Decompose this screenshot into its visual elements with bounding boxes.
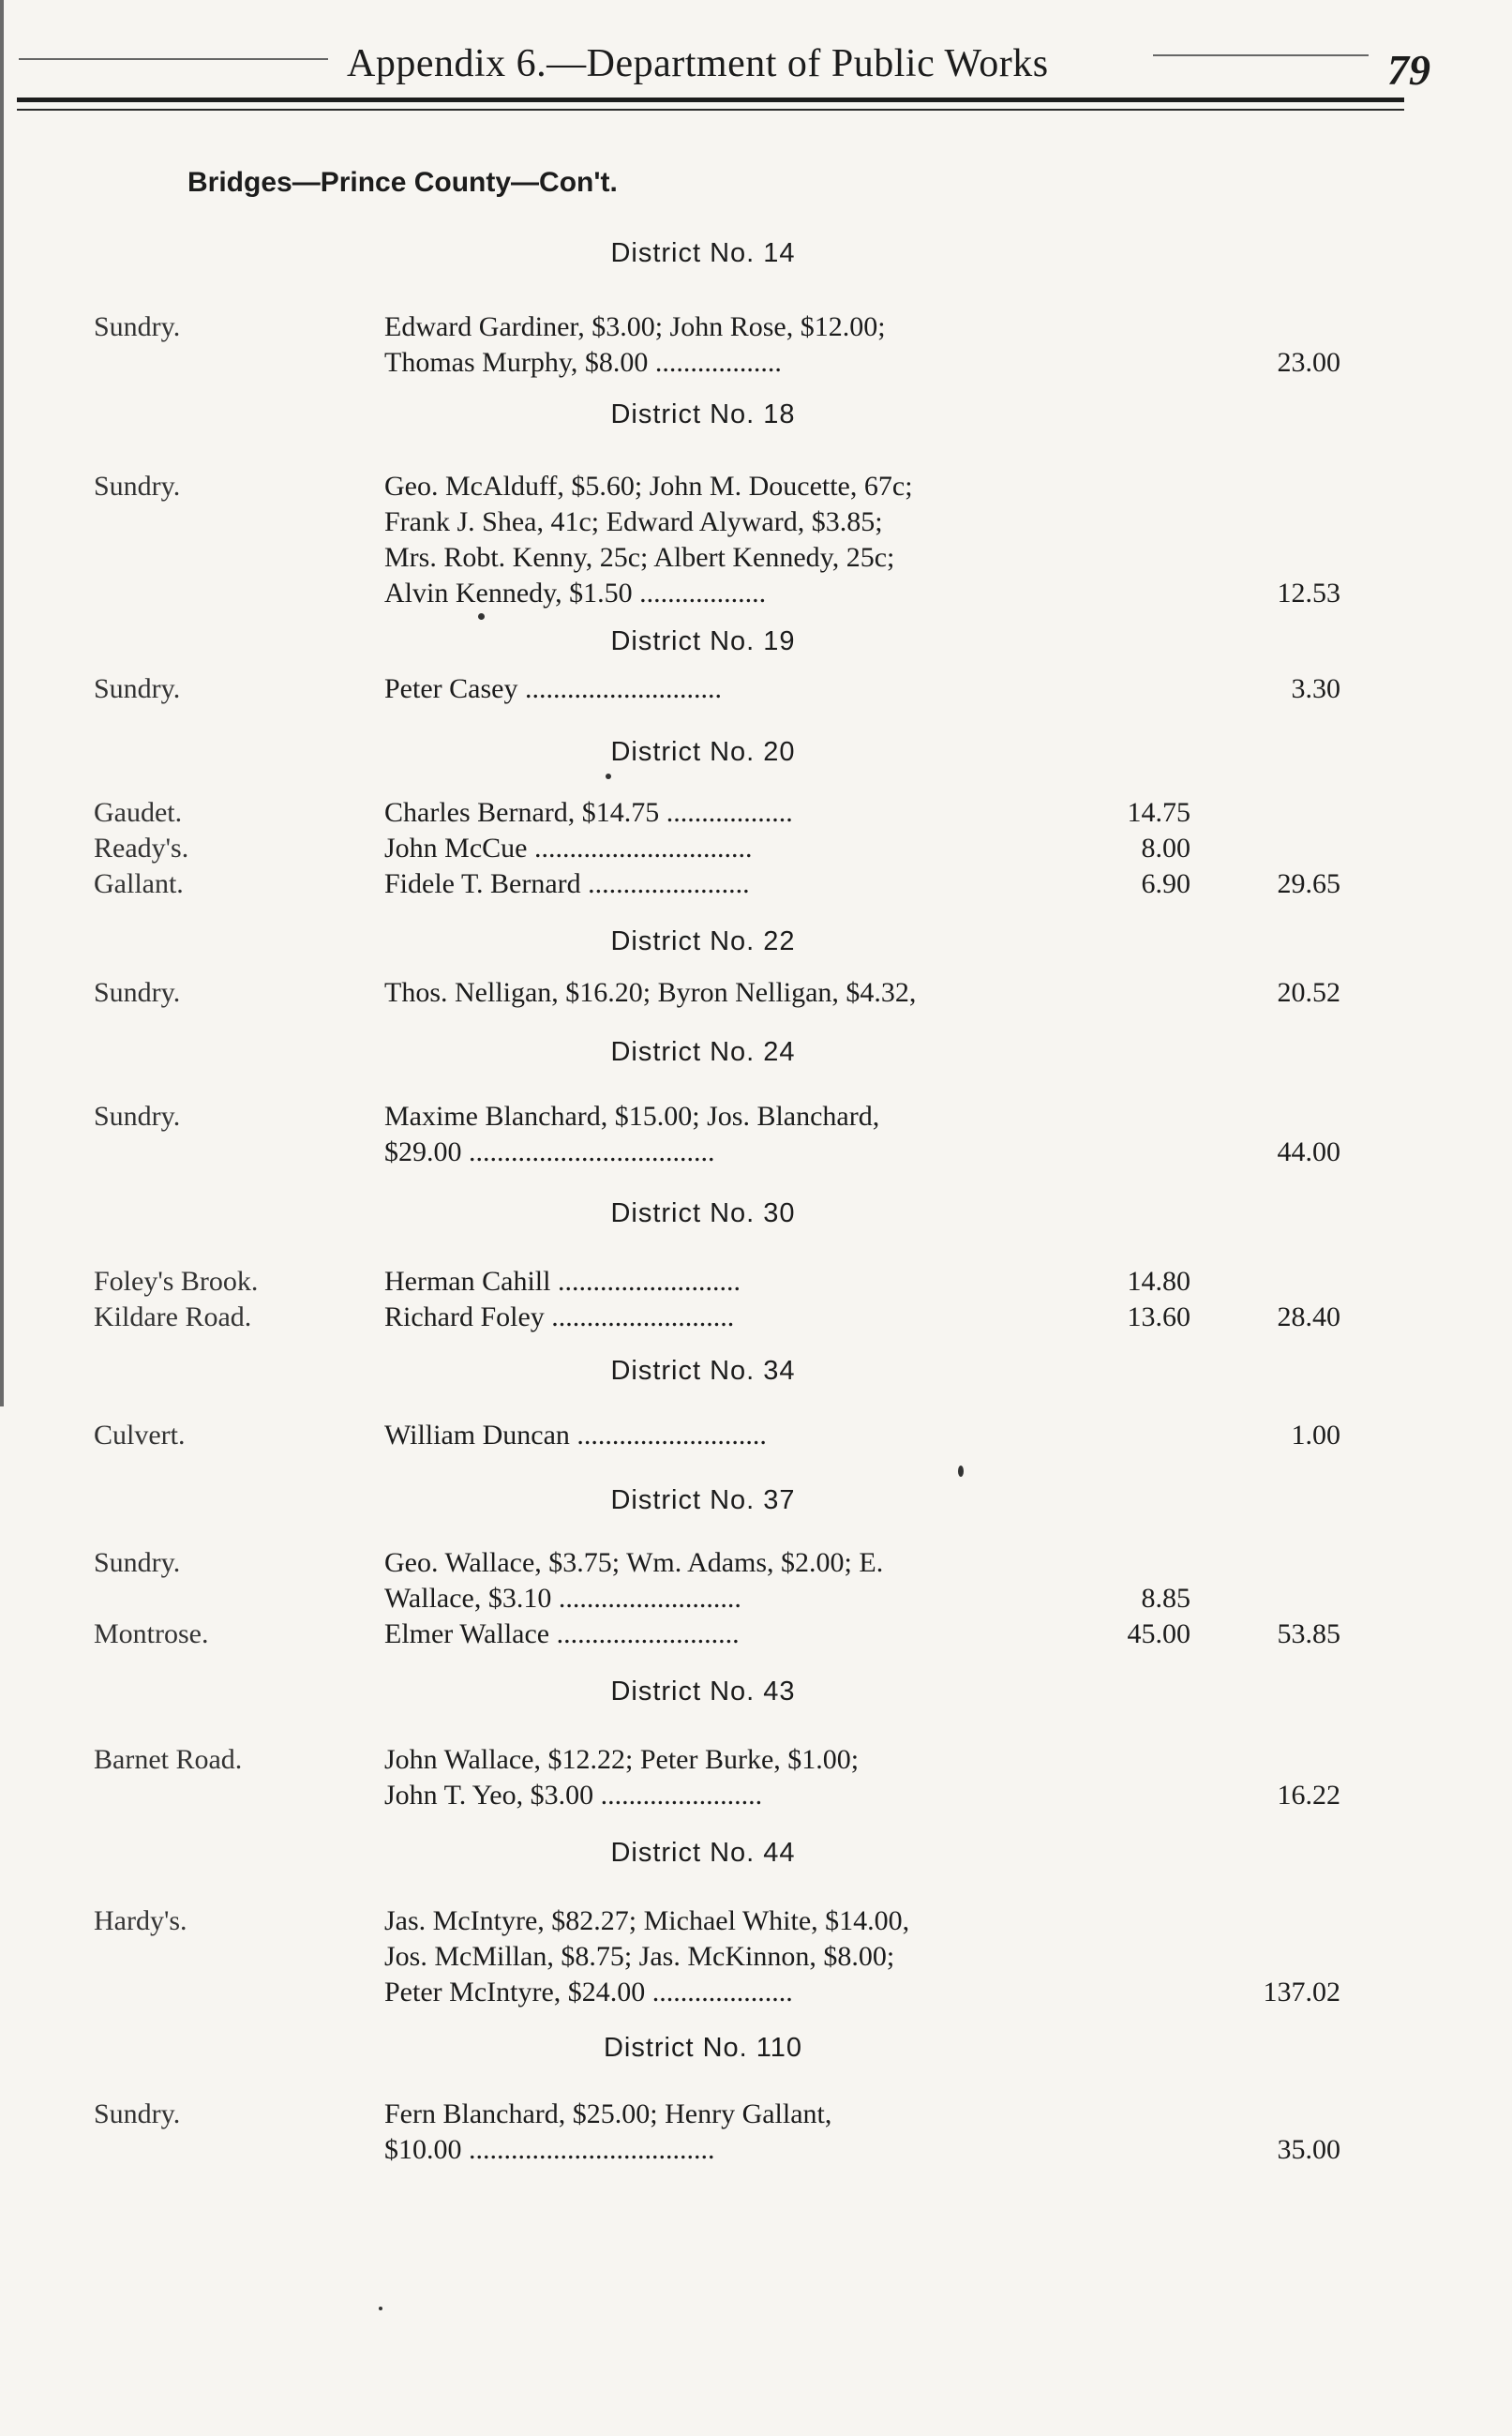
print-speck xyxy=(958,1466,964,1477)
entry-description: Edward Gardiner, $3.00; John Rose, $12.00; Thomas Murphy, $8.00 .................. xyxy=(384,311,886,378)
running-header-title: Appendix 6.—Department of Public Works xyxy=(347,42,1049,85)
entry-place: Sundry. xyxy=(94,2098,181,2129)
entry-description: Richard Foley .......................... xyxy=(384,1301,735,1332)
entry-total: 23.00 xyxy=(1277,347,1340,378)
entry-total: 29.65 xyxy=(1277,868,1340,899)
entry-total: 16.22 xyxy=(1277,1780,1340,1811)
entry-description: Thos. Nelligan, $16.20; Byron Nelligan, $4.32, xyxy=(384,977,917,1008)
header-ornament-right xyxy=(1153,54,1369,56)
header-ornament-left xyxy=(19,58,328,60)
entry-description: Peter Casey ............................ xyxy=(384,673,722,704)
print-speck xyxy=(478,613,485,620)
district-heading: District No. 24 xyxy=(610,1037,796,1067)
page-number: 79 xyxy=(1387,46,1430,94)
entry-subamount: 8.85 xyxy=(1141,1583,1190,1614)
district-heading: District No. 22 xyxy=(610,926,796,956)
entry-place: Sundry. xyxy=(94,1547,181,1578)
district-heading: District No. 110 xyxy=(603,2033,803,2063)
entry-total: 53.85 xyxy=(1277,1618,1340,1649)
entry-description: Maxime Blanchard, $15.00; Jos. Blanchard, $29.00 ................................... xyxy=(384,1101,880,1167)
district-heading: District No. 20 xyxy=(610,737,796,767)
district-heading: District No. 30 xyxy=(610,1198,796,1228)
entry-place: Sundry. xyxy=(94,977,181,1008)
entry-place: Foley's Brook. xyxy=(94,1266,259,1297)
entry-place: Sundry. xyxy=(94,311,181,342)
entry-place: Montrose. xyxy=(94,1618,209,1649)
district-heading: District No. 19 xyxy=(610,626,796,656)
entry-description: Jas. McIntyre, $82.27; Michael White, $14.00, Jos. McMillan, $8.75; Jas. McKinnon, $8.00; Peter McIntyre, $24.00 .................... xyxy=(384,1905,910,2007)
entry-place: Hardy's. xyxy=(94,1905,187,1936)
entry-description: Geo. Wallace, $3.75; Wm. Adams, $2.00; E. Wallace, $3.10 .......................... xyxy=(384,1547,884,1614)
entry-place: Kildare Road. xyxy=(94,1301,252,1332)
section-title: Bridges—Prince County—Con't. xyxy=(187,167,618,198)
entry-place: Gallant. xyxy=(94,868,184,899)
entry-place: Sundry. xyxy=(94,1101,181,1132)
entry-place: Sundry. xyxy=(94,471,181,502)
header-rule-thin xyxy=(17,109,1404,111)
entry-total: 44.00 xyxy=(1277,1136,1340,1167)
district-heading: District No. 43 xyxy=(610,1677,796,1707)
district-heading: District No. 18 xyxy=(610,399,796,429)
entry-subamount: 14.80 xyxy=(1127,1266,1190,1297)
entry-place: Gaudet. xyxy=(94,797,183,828)
header-rule-thick xyxy=(17,98,1404,102)
entry-total: 35.00 xyxy=(1277,2134,1340,2165)
entry-description: Fern Blanchard, $25.00; Henry Gallant, $10.00 ................................... xyxy=(384,2098,832,2165)
page-edge-shadow xyxy=(0,0,4,1406)
print-speck xyxy=(379,2307,382,2310)
entry-subamount: 13.60 xyxy=(1127,1301,1190,1332)
entry-total: 28.40 xyxy=(1277,1301,1340,1332)
entry-subamount: 45.00 xyxy=(1127,1618,1190,1649)
entry-total: 3.30 xyxy=(1291,673,1340,704)
entry-description: Geo. McAlduff, $5.60; John M. Doucette, 67c; Frank J. Shea, 41c; Edward Alyward, $3.85; Mrs. Robt. Kenny, 25c; Albert Kennedy, 25c; Alvin Kennedy, $1.50 .................. xyxy=(384,471,913,609)
entry-description: Charles Bernard, $14.75 .................. xyxy=(384,797,793,828)
entry-place: Sundry. xyxy=(94,673,181,704)
entry-description: John Wallace, $12.22; Peter Burke, $1.00; John T. Yeo, $3.00 ....................... xyxy=(384,1744,860,1811)
entry-total: 12.53 xyxy=(1277,578,1340,609)
entry-total: 1.00 xyxy=(1291,1420,1340,1451)
entry-description: John McCue ............................... xyxy=(384,833,753,864)
district-heading: District No. 44 xyxy=(610,1838,796,1868)
district-heading: District No. 37 xyxy=(610,1485,796,1515)
entry-place: Barnet Road. xyxy=(94,1744,243,1775)
entry-place: Culvert. xyxy=(94,1420,186,1451)
print-speck xyxy=(606,774,611,779)
entry-total: 20.52 xyxy=(1277,977,1340,1008)
entry-description: William Duncan ........................... xyxy=(384,1420,767,1451)
entry-subamount: 8.00 xyxy=(1141,833,1190,864)
district-heading: District No. 14 xyxy=(610,238,796,268)
entry-place: Ready's. xyxy=(94,833,189,864)
entry-total: 137.02 xyxy=(1263,1977,1340,2007)
entry-description: Elmer Wallace .......................... xyxy=(384,1618,740,1649)
district-heading: District No. 34 xyxy=(610,1356,796,1386)
entry-subamount: 6.90 xyxy=(1141,868,1190,899)
entry-description: Fidele T. Bernard ....................... xyxy=(384,868,750,899)
entry-subamount: 14.75 xyxy=(1127,797,1190,828)
entry-description: Herman Cahill .......................... xyxy=(384,1266,741,1297)
